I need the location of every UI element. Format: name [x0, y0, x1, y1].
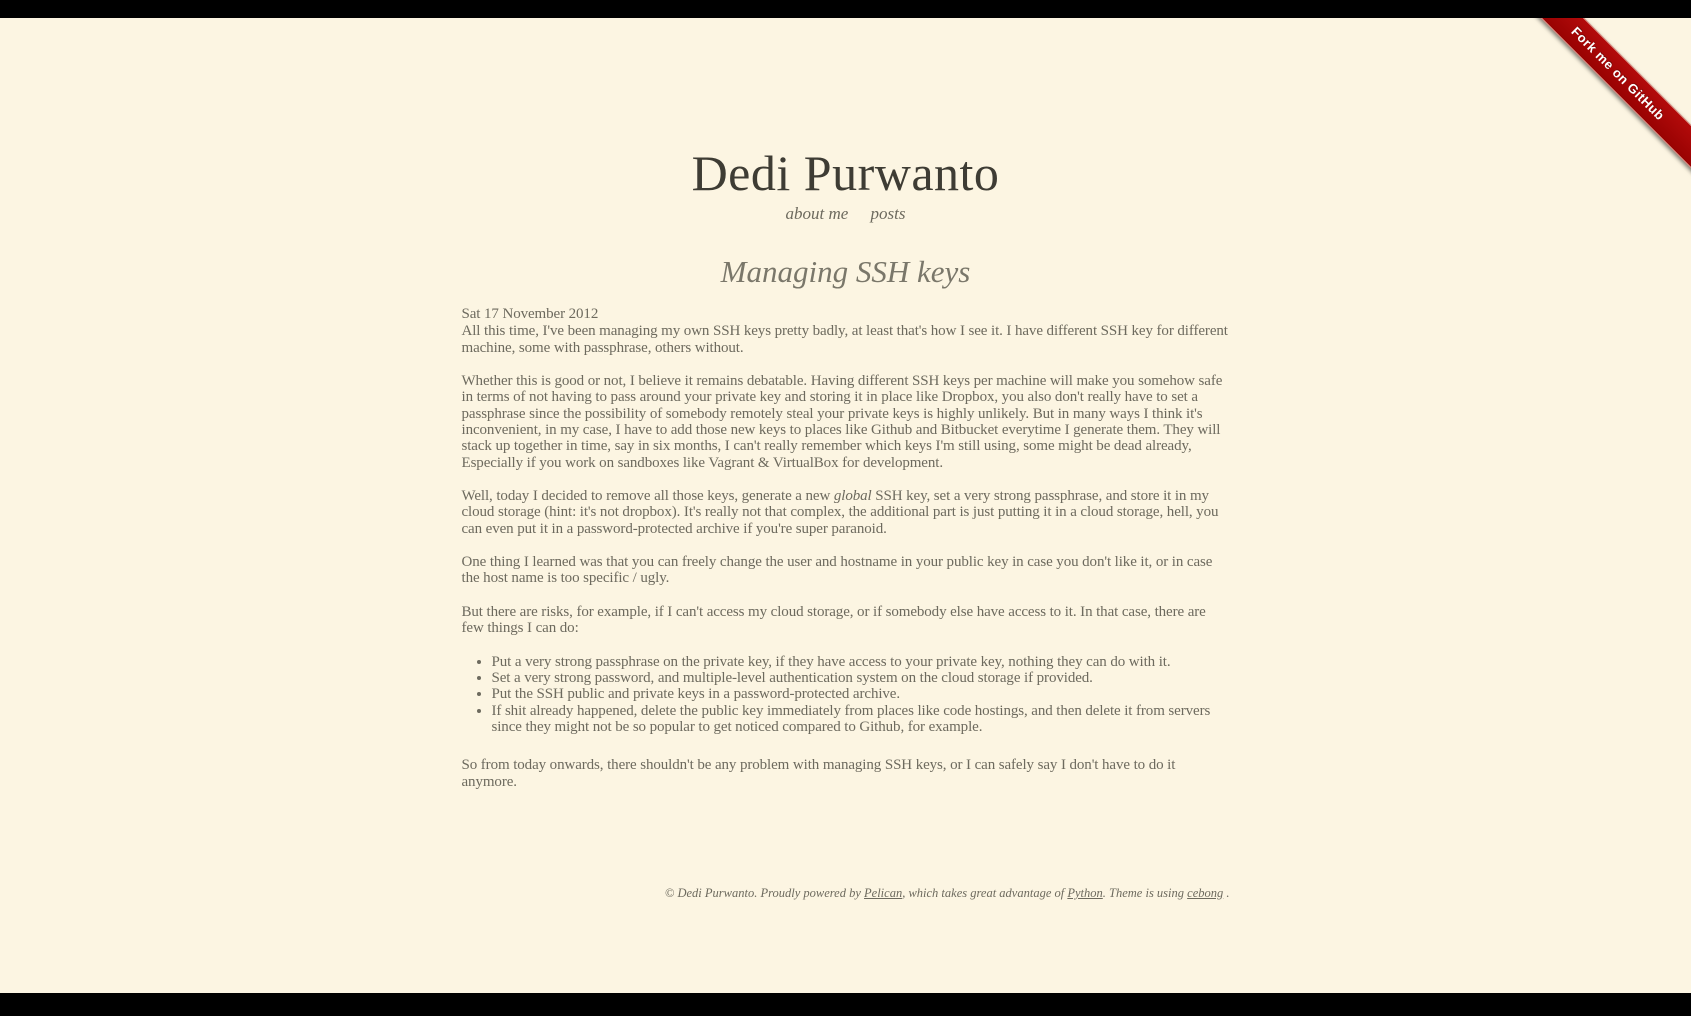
- paragraph-3: [462, 488, 1230, 537]
- python-link[interactable]: Python: [1067, 885, 1103, 900]
- site-header: [0, 0, 1691, 224]
- paragraph-3-emphasis: global: [833, 488, 872, 505]
- footer-text-mid2: . Theme is using: [1102, 885, 1188, 900]
- paragraph-3-start: Well, today I decided to remove all those keys, generate a new: [461, 488, 834, 505]
- article-body: [462, 306, 1230, 790]
- main-content: [462, 254, 1230, 901]
- nav-link-about-me[interactable]: about me: [785, 204, 849, 223]
- list-item: • Put the SSH public and private keys in a password-protected archive.: [492, 686, 1230, 702]
- footer-text-mid1: , which takes great advantage of: [902, 885, 1068, 900]
- footer-text-suffix: .: [1223, 885, 1230, 900]
- pelican-link[interactable]: Pelican: [864, 885, 903, 900]
- article-title: Managing SSH keys: [720, 254, 971, 289]
- top-letterbox-bar: [0, 0, 1691, 18]
- paragraph-4: One thing I learned was that you can freely change the user and hostname in your public key in case you don't like it, or in case the host name is too specific / ugly.: [461, 554, 1213, 587]
- fork-me-on-github-ribbon[interactable]: Fork me on GitHub: [1512, 0, 1691, 180]
- github-ribbon-container: [1496, 0, 1691, 195]
- list-item: • Set a very strong password, and multiple-level authentication system on the cloud storage if provided.: [492, 670, 1230, 686]
- risk-actions-list: [462, 654, 1230, 736]
- nav-link-posts[interactable]: posts: [870, 204, 906, 223]
- paragraph-1: All this time, I've been managing my own SSH keys pretty badly, at least that's how I see it. I have different SSH key for different machine, some with passphrase, others without.: [461, 323, 1228, 356]
- bottom-letterbox-bar: [0, 993, 1691, 1016]
- paragraph-5: But there are risks, for example, if I can't access my cloud storage, or if somebody else have access to it. In that case, there are few things I can do:: [461, 603, 1206, 637]
- article-date: Sat 17 November 2012: [461, 306, 599, 322]
- page-footer: [462, 886, 1230, 901]
- paragraph-2: Whether this is good or not, I believe it remains debatable. Having different SSH keys per machine will make you somehow safe in terms of not having to pass around your private key and storing it in place like Dropbox, you also don't really have to set a passphrase since the possibility of somebody remotely steal your private keys is highly unlikely. But in many ways I think it's inconvenient, in my case, I have to add those new keys to places like Github and Bitbucket everytime I generate them. They will stack up together in time, say in six months, I can't really remember which keys I'm still using, some might be dead already, Especially if you work on sandboxes like Vagrant & VirtualBox for development.: [461, 373, 1223, 471]
- list-item: • If shit already happened, delete the public key immediately from places like code hostings, and then delete it from servers since they might not be so popular to get noticed compared to Github, for example.: [492, 703, 1230, 736]
- list-item: • Put a very strong passphrase on the private key, if they have access to your private key, nothing they can do with it.: [492, 654, 1230, 670]
- footer-text-prefix: © Dedi Purwanto. Proudly powered by: [664, 885, 865, 900]
- theme-link[interactable]: cebong: [1187, 885, 1224, 900]
- paragraph-3-end: SSH key, set a very strong passphrase, and store it in my cloud storage (hint: it's not dropbox). It's really not that complex, the additional part is just putting it in a cloud storage, hell, you can even put it in a password-protected archive if you're super paranoid.: [461, 488, 1219, 537]
- site-title: Dedi Purwanto: [691, 145, 1000, 201]
- paragraph-6: So from today onwards, there shouldn't be any problem with managing SSH keys, or I can safely say I don't have to do it anymore.: [461, 757, 1176, 790]
- site-nav: [0, 204, 1691, 224]
